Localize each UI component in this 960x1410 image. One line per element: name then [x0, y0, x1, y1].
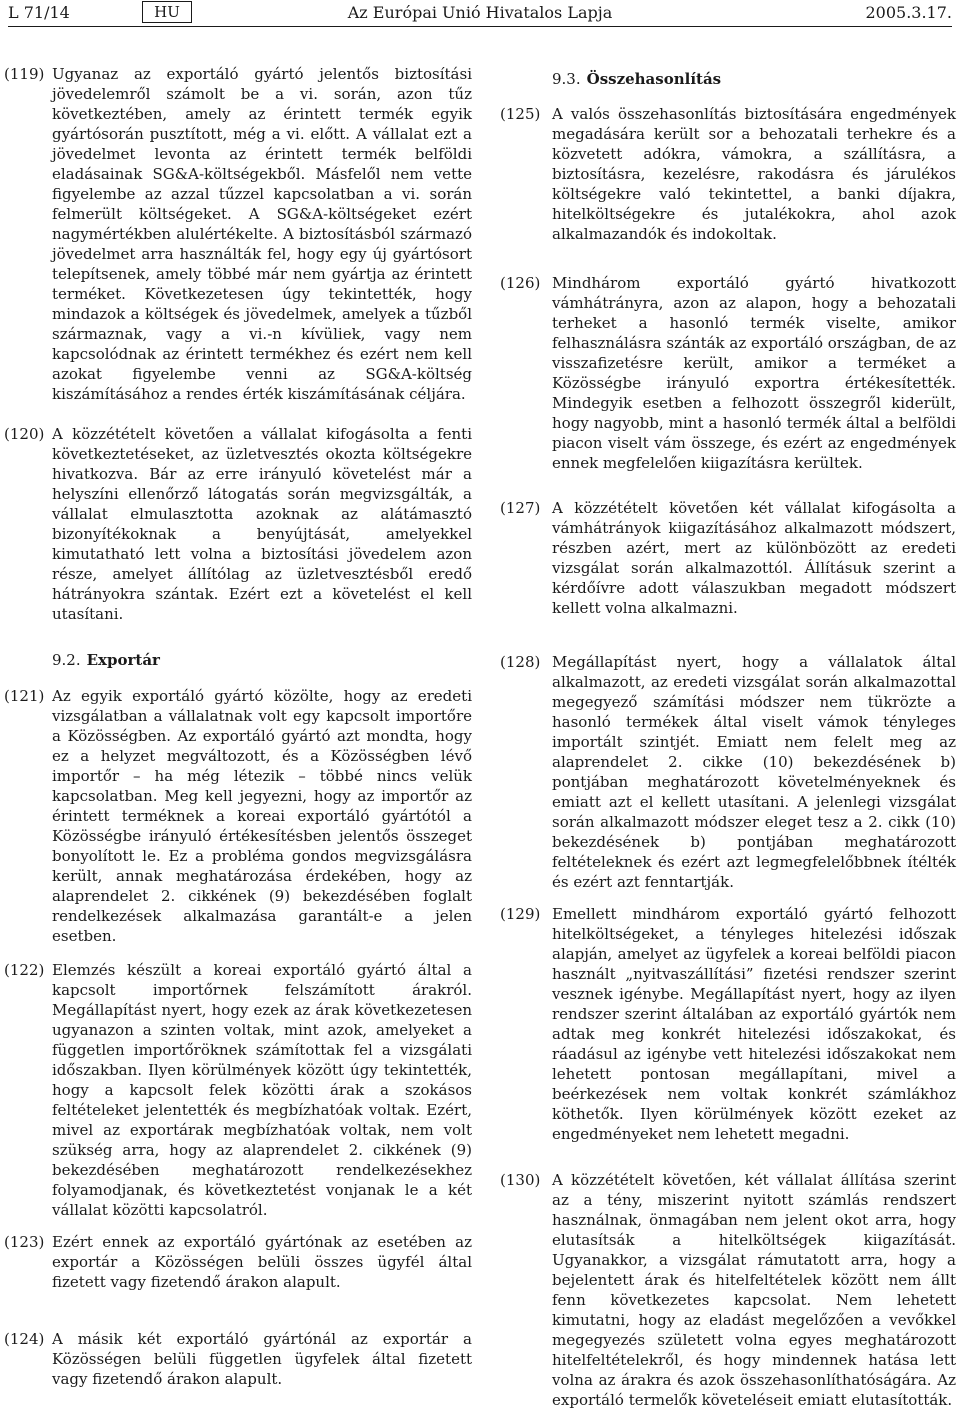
paragraph-text: Mindhárom exportáló gyártó hivatkozott vámhátrányra, azon az alapon, hogy a behozatali terheket a hasonló termék viselte, amikor felhasználásra szánták az exportáló országban, de az visszafizetésre került, amikor a terméket a Közösségbe irányuló exportra értékesítették. Mindegyik esetben a felhozott összegről kiderült, hogy nagyobb, mint a hasonló termék által a belföldi piacon viselt vám összege, és ezért az engedmények ennek megfelelően kiigazításra kerültek.: [552, 274, 956, 472]
paragraph-123: [4, 1232, 472, 1292]
paragraph-127: [500, 498, 956, 618]
paragraph-126: [500, 273, 956, 473]
paragraph-121: [4, 686, 472, 946]
paragraph-text: Elemzés készült a koreai exportáló gyártó által a kapcsolt importőrnek felszámított árakról. Megállapítást nyert, hogy ezek az árak következetesen ugyanazon a szinten voltak, mint azok, amelyeket a független importőröknek számítottak fel a vizsgálati időszakban. Ilyen körülmények között úgy tekintették, hogy a kapcsolt felek közötti árak a szokásos feltételeket jelentették és megbízhatóak voltak. Ezért, mivel az exportárak megbízhatóak voltak, nem volt szükség arra, hogy az alaprendelet 2. cikkének (9) bekezdésében meghatározott rendelkezésekhez folyamodjanak, és következtetést vonjanak le a két vállalat közötti kapcsolatról.: [52, 961, 472, 1219]
page-header: [8, 0, 952, 26]
paragraph-number: (120): [4, 425, 45, 443]
paragraph-text: A valós összehasonlítás biztosítására engedmények megadására került sor a behozatali terhekre és a közvetett adókra, vámokra, a szállításra, a biztosításra, kezelésre, rakodásra és járulékos költségekre való tekintettel, a banki díjakra, hitelköltségekre és jutalékokra, ahol azok alkalmazandók és indokoltak.: [552, 105, 956, 243]
paragraph-number: (121): [4, 687, 45, 705]
paragraph-text: Az egyik exportáló gyártó közölte, hogy az eredeti vizsgálatban a vállalatnak volt egy kapcsolt importőre a Közösségben. Az exportáló gyártó azt mondta, hogy ez a helyzet megváltozott, és a Közösségben lévő importőr – ha még létezik – többé nincs velük kapcsolatban. Meg kell jegyezni, hogy az importőr az érintett terméknek a koreai exportáló gyártótól a Közösségbe irányuló értékesítésben jelentős összeget bonyolított le. Ez a probléma gondos megvizsgálásra került, annak meghatározása érdekében, hogy az alaprendelet 2. cikkének (9) bekezdésében foglalt rendelkezések alkalmazása garantált-e a jelen esetben.: [52, 687, 472, 945]
paragraph-number: (127): [500, 499, 541, 517]
paragraph-number: (129): [500, 905, 541, 923]
paragraph-text: Ezért ennek az exportáló gyártónak az esetében az exportár a Közösségen belüli összes ügyfél által fizetett vagy fizetendő árakon alapult.: [52, 1233, 472, 1291]
paragraph-number: (125): [500, 105, 541, 123]
paragraph-number: (124): [4, 1330, 45, 1348]
paragraph-122: [4, 960, 472, 1220]
section-heading-comparison: [552, 69, 721, 89]
paragraph-number: (130): [500, 1171, 541, 1189]
section-title: Exportár: [86, 651, 160, 669]
section-number: 9.2.: [52, 651, 81, 669]
paragraph-124: [4, 1329, 472, 1389]
paragraph-text: A közzétételt követően, két vállalat állítása szerint az a tény, miszerint nyitott számlás rendszert használnak, önmagában nem jelent okot arra, hogy elutasítsák a hitelköltségek kiigazítását. Ugyanakkor, a vizsgálat rámutatott arra, hogy a bejelentett árak és hitelfeltételek között nem állt fenn következetes kapcsolat. Nem lehetett kimutatni, hogy az eladást megelőzően a vevőkkel megegyezés született volna egyes meghatározott hitelfeltételekről, és hogy mindennek hatása lett volna az árakra és azok összehasonlíthatóságára. Az exportáló termelők követeléseit emiatt elutasították.: [552, 1171, 956, 1409]
paragraph-number: (119): [4, 65, 45, 83]
paragraph-text: A másik két exportáló gyártónál az exportár a Közösségen belüli független ügyfelek által fizetett vagy fizetendő árakon alapult.: [52, 1330, 472, 1388]
paragraph-text: A közzétételt követően a vállalat kifogásolta a fenti következtetéseket, az üzletvesztés okozta költségekre hivatkozva. Bár az erre irányuló követelést már a helyszíni ellenőrző látogatás során megvizsgálták, a vállalat elmulasztotta azoknak az alátámasztó bizonyítékoknak a benyújtását, amelyekkel kimutatható lett volna a biztosítási jövedelem azon része, amelyet állítólag az üzletvesztésből eredő hátrányokra szántak. Ezért ezt a követelést el kell utasítani.: [52, 425, 472, 623]
paragraph-130: [500, 1170, 956, 1410]
section-title: Összehasonlítás: [586, 70, 722, 88]
section-number: 9.3.: [552, 70, 581, 88]
language-badge: HU: [142, 1, 192, 23]
paragraph-number: (123): [4, 1233, 45, 1251]
paragraph-129: [500, 904, 956, 1144]
paragraph-text: Ugyanaz az exportáló gyártó jelentős biztosítási jövedelemről számolt be a vi. során, azon tűz következtében, amely az érintett termék egyik gyártósorán pusztított, még a vi. előtt. A vállalat ezt a jövedelmet levonta az érintett termék belföldi eladásainak SG&A-költségekből. Másfelől nem vette figyelembe az azzal tűzzel kapcsolatban a vi. során felmerült költségeket. A SG&A-költségeket ezért nagymértékben alulértékelte. A biztosításból származó jövedelmet arra használták fel, hogy egy új gyártósort telepítsenek, amely többé már nem gyártja az érintett terméket. Következetesen úgy tekintették, hogy mindazok a költségek és jövedelmek, amelyek a tűzből származnak, vagy a vi.-n kívüliek, vagy nem kapcsolódnak az érintett termékhez és ezért nem kell azokat figyelembe venni az SG&A-költség kiszámításához a rendes érték kiszámításának céljára.: [52, 65, 472, 403]
paragraph-125: [500, 104, 956, 244]
paragraph-text: A közzétételt követően két vállalat kifogásolta a vámhátrányok kiigazításához alkalmazott módszert, részben azért, mert az különbözött az eredeti vizsgálat során alkalmazottól. Állításuk szerint a kérdőívre adott válaszukban megadott módszert kellett volna alkalmazni.: [552, 499, 956, 617]
paragraph-text: Megállapítást nyert, hogy a vállalatok által alkalmazott, az eredeti vizsgálat során alkalmazottal megegyező számítási módszer nem tükrözte a hasonló termékek által viselt vámok tényleges importált szintjét. Emiatt nem felelt meg az alaprendelet 2. cikke (10) bekezdésének b) pontjában meghatározott követelményeknek és emiatt azt el kellett utasítani. A jelenlegi vizsgálat során alkalmazott módszer eleget tesz a 2. cikk (10) bekezdésének b) pontjában meghatározott feltételeknek és ezért azt legmegfelelőbbnek ítélték és ezért azt fenntartják.: [552, 653, 956, 891]
paragraph-number: (126): [500, 274, 541, 292]
paragraph-128: [500, 652, 956, 892]
paragraph-number: (122): [4, 961, 45, 979]
journal-title: Az Európai Unió Hivatalos Lapja: [347, 3, 613, 22]
page-reference: L 71/14: [8, 3, 70, 22]
paragraph-text: Emellett mindhárom exportáló gyártó felhozott hitelköltségeket, a tényleges hitelezési időszak alapján, amelyet az ügyfelek a koreai belföldi piacon használt „nyitvaszállítási” fizetési rendszer szerint vesznek igénybe. Megállapítást nyert, hogy az ilyen rendszer szerint általában az exportáló gyártók nem adtak meg konkrét hitelezési időszakokat, és ráadásul az igénybe vett hitelezési időszakokat nem lehetett pontosan megállapítani, mivel a beérkezések nem voltak konkrét számlákhoz köthetők. Ilyen körülmények között ezeket az engedményeket nem lehetett megadni.: [552, 905, 956, 1143]
paragraph-119: [4, 64, 472, 404]
header-rule: [8, 26, 952, 27]
publication-date: 2005.3.17.: [865, 3, 952, 22]
paragraph-120: [4, 424, 472, 624]
paragraph-number: (128): [500, 653, 541, 671]
section-heading-export-price: [52, 650, 160, 670]
